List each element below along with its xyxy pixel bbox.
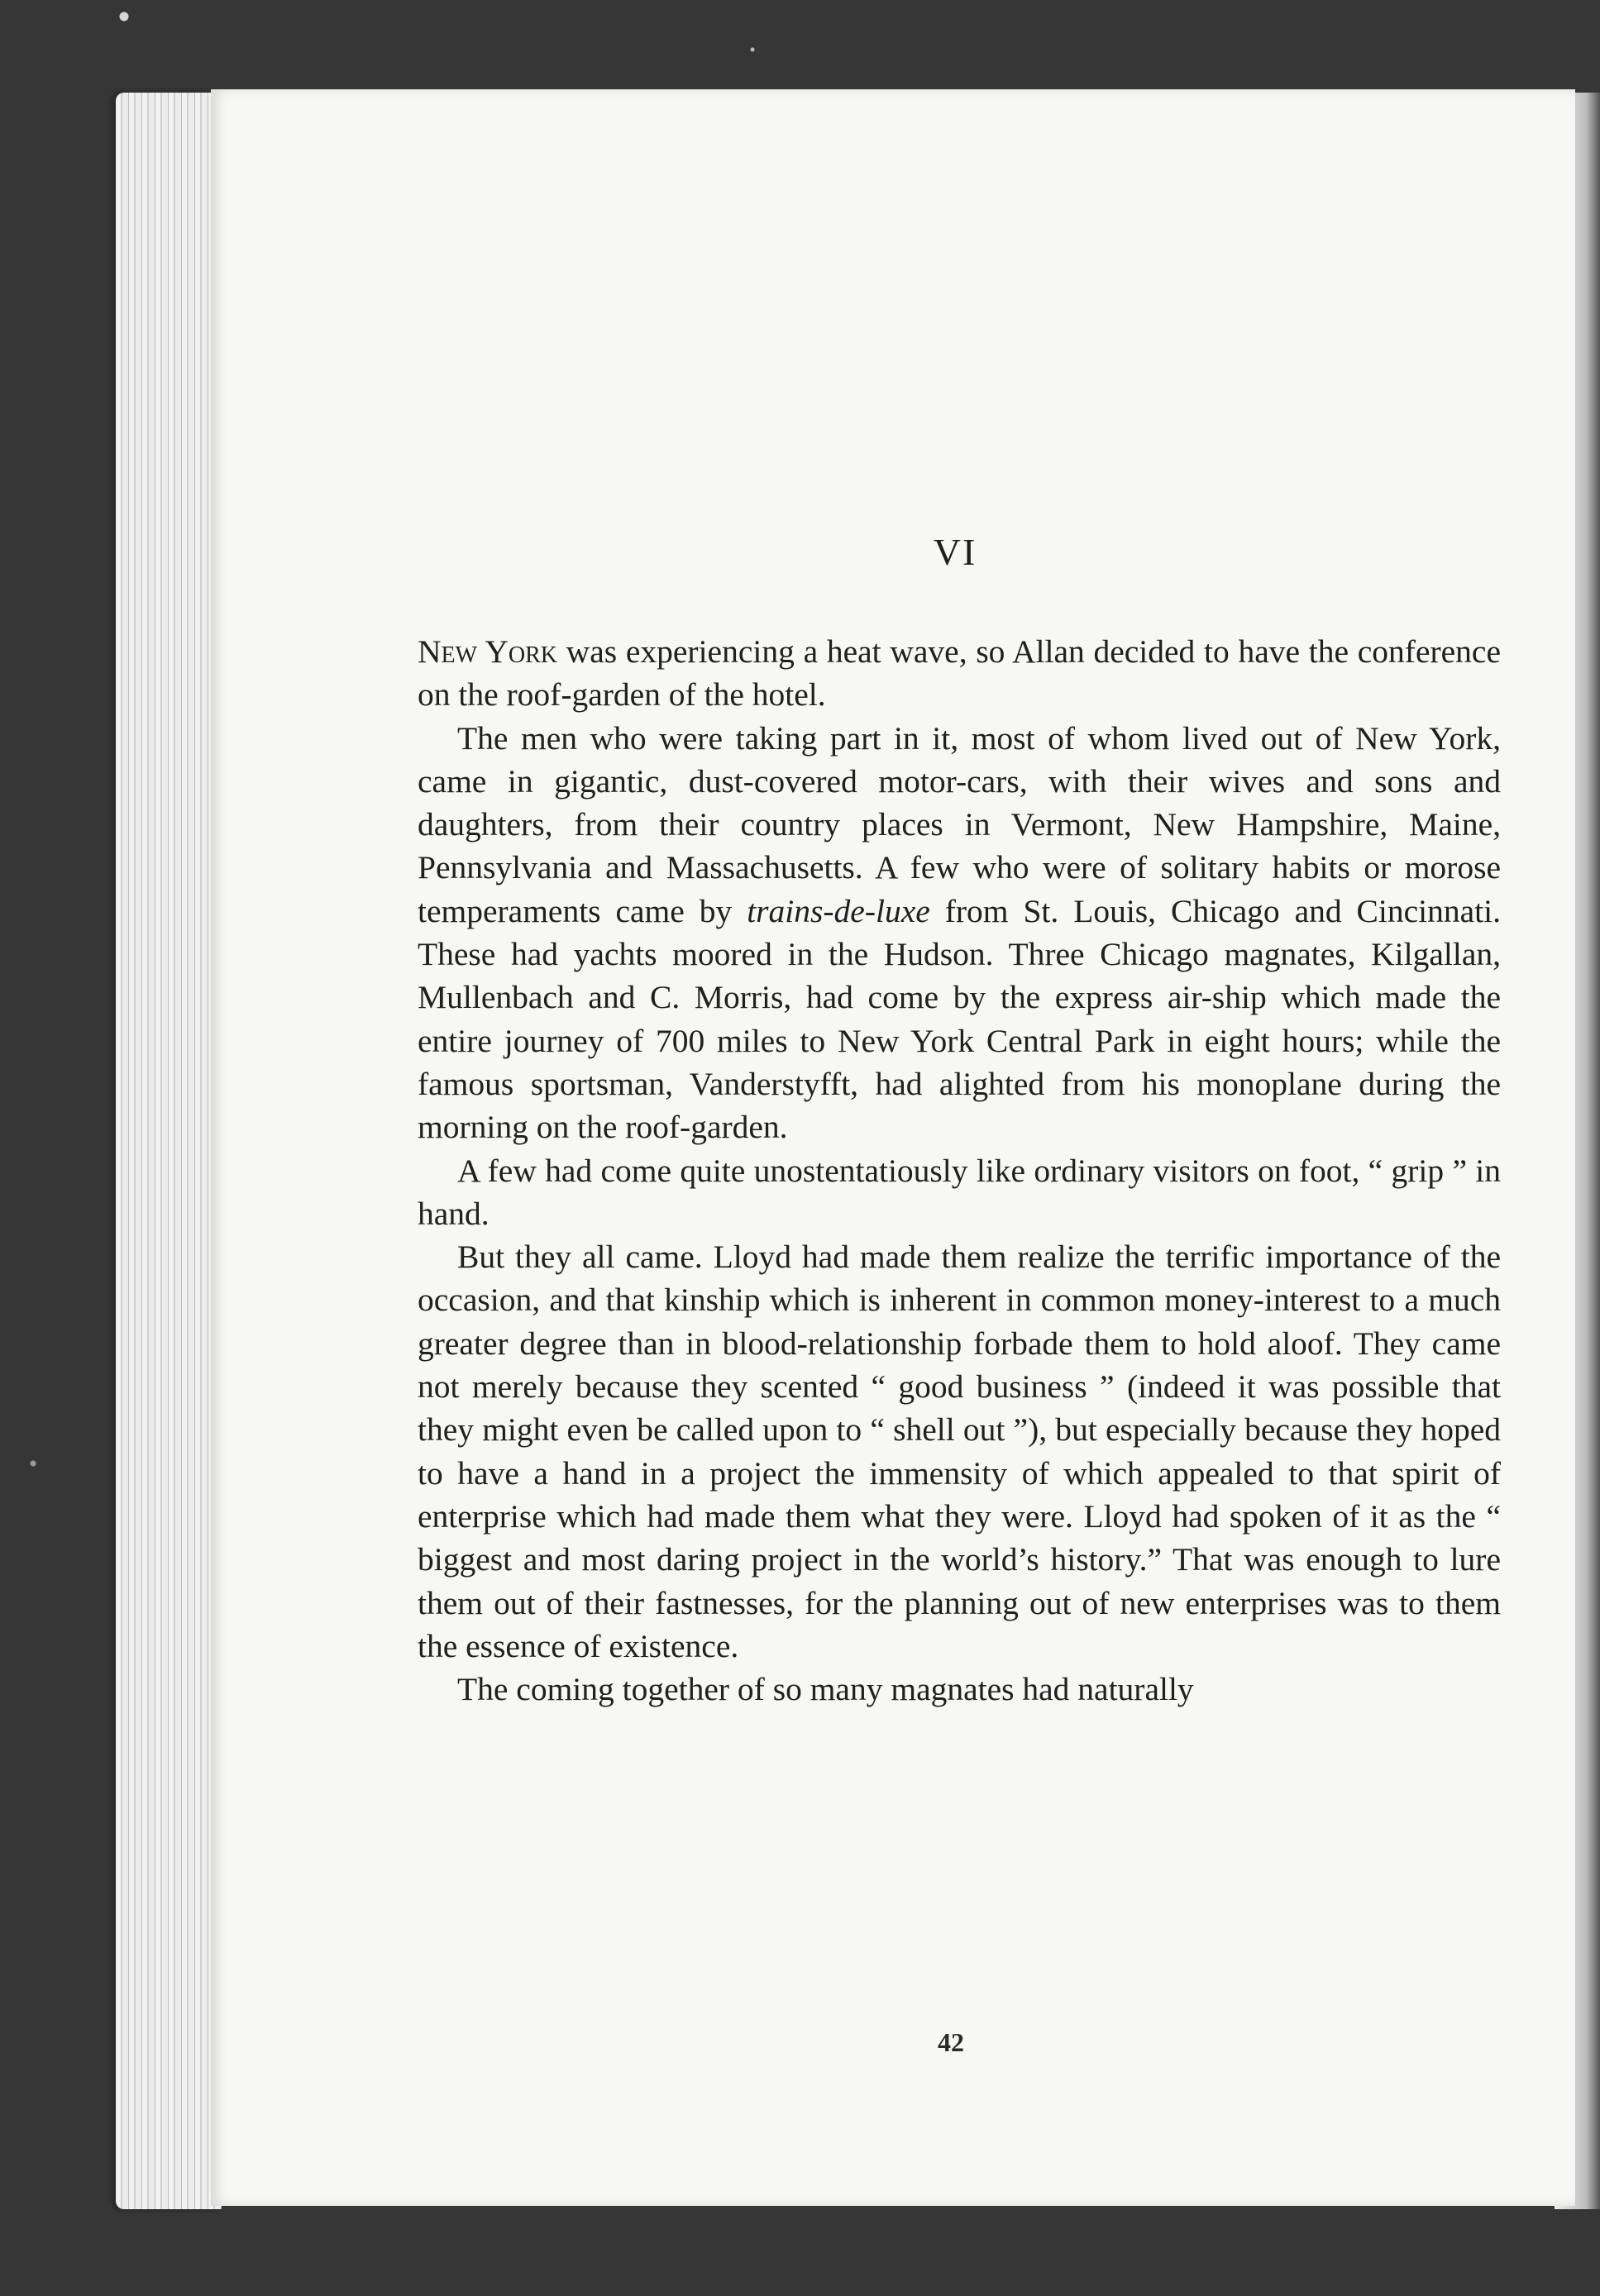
paragraph-2-italic: trains-de-luxe (747, 892, 930, 929)
paragraph-2-before: The men who were taking part in it, most of whom lived out of New York, came in gigantic, dust-covered motor-cars, with their wives and sons and daughters, from their country places in Vermont, New Hampshire, Maine, Pennsylvania and Massachusetts. A few who were of solitary habits or morose temperaments came by (418, 719, 1501, 929)
paragraph-1-text: was experiencing a heat wave, so Allan decided to have the conference on the roof-garden of the hotel. (418, 633, 1501, 714)
book-page-edges (116, 93, 222, 2209)
body-text (418, 630, 1501, 1711)
paragraph-2 (418, 717, 1501, 1149)
chapter-heading: VI (933, 531, 977, 573)
paragraph-1 (418, 630, 1501, 717)
paragraph-1-lead: New York (418, 633, 557, 670)
paragraph-5: The coming together of so many magnates had naturally (457, 1671, 1194, 1708)
paragraph-4: But they all came. Lloyd had made them realize the terrific importance of the occasion, and that kinship which is inherent in common money-interest to a much greater degree than in blood-relationship forbade them to hold aloof. They came not merely because they scented “ good business ” (indeed it was possible that they might even be called upon to “ shell out ”), but especially because they hoped to have a hand in a project the immensity of which appealed to that spirit of enterprise which had made them what they were. Lloyd had spoken of it as the “ biggest and most daring project in the world’s history.” That was enough to lure them out of their fastnesses, for the planning out of new enterprises was to them the essence of existence. (418, 1239, 1501, 1664)
paragraph-3: A few had come quite unostentatiously like ordinary visitors on foot, “ grip ” in hand. (418, 1152, 1501, 1232)
page-number: 42 (938, 2027, 964, 2057)
paragraph-2-after: from St. Louis, Chicago and Cincinnati. These had yachts moored in the Hudson. Three Chicago magnates, Kilgallan, Mullenbach and C. Morris, had come by the express air-ship which made the entire journey of 700 miles to New York Central Park in eight hours; while the famous sportsman, Vanderstyfft, had alighted from his monoplane during the morning on the roof-garden. (418, 892, 1501, 1146)
